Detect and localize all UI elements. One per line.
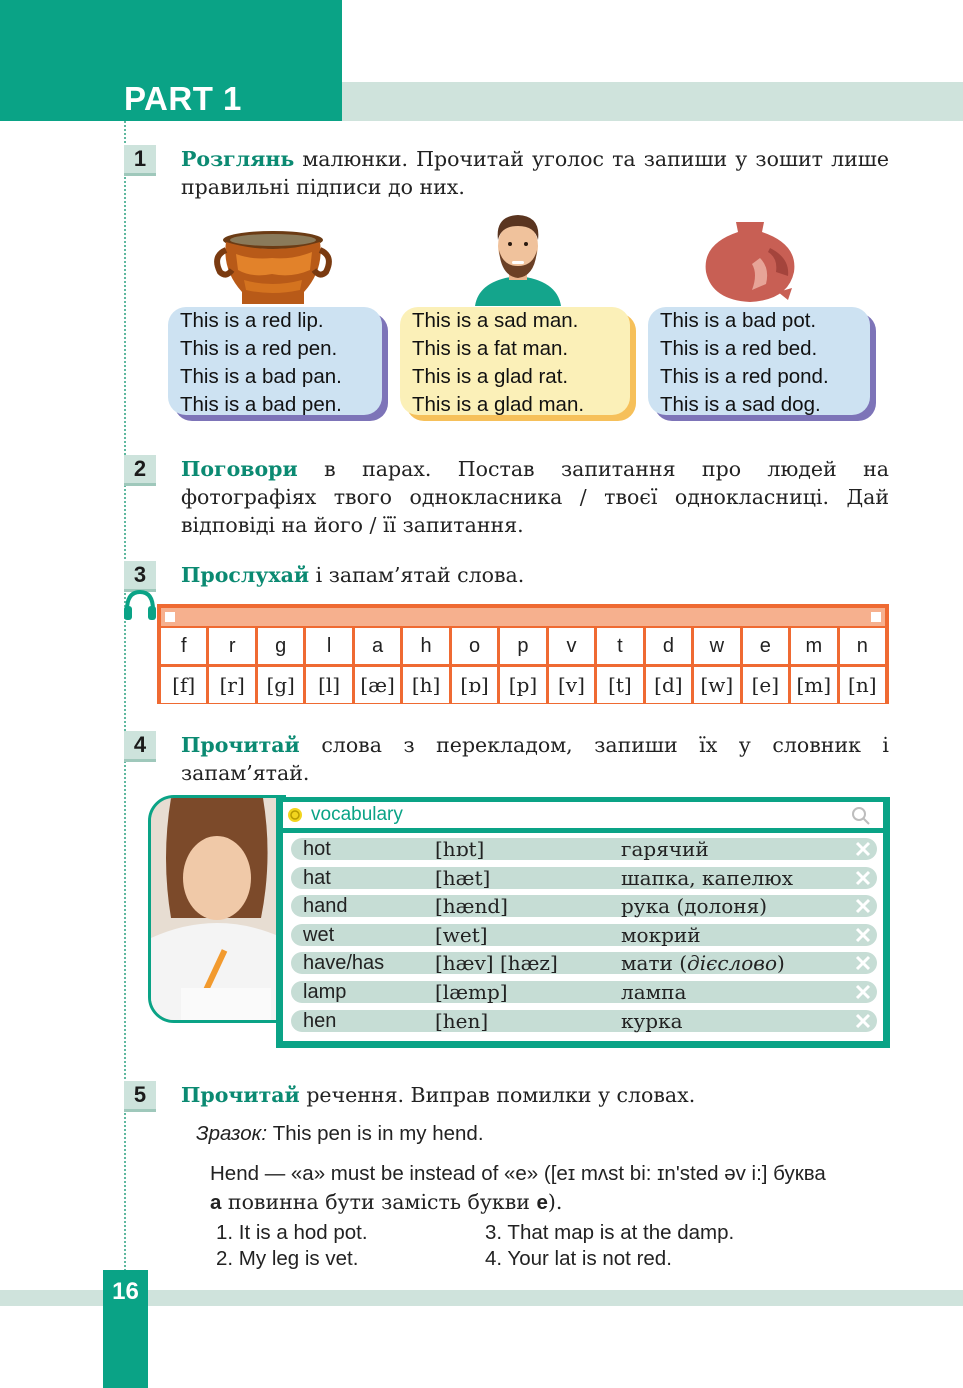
letter-cell: g [258, 628, 303, 664]
task-number-3: 3 [124, 561, 156, 589]
task5-verb: Прочитай [181, 1083, 300, 1107]
letter-cell: d [646, 628, 691, 664]
vocab-translation: курка [621, 1008, 683, 1033]
close-icon[interactable] [853, 1011, 873, 1031]
letter-cell: p [500, 628, 545, 664]
task2-text: в парах. Постав запитання про людей на фотографіях твого однокласника / твоєї однокласниці. Дай відповіді на його / її запитання. [181, 457, 889, 537]
sound-cell: [r] [209, 667, 254, 703]
vocab-word: hot [303, 838, 331, 860]
sound-cell: [t] [597, 667, 642, 703]
letter-cell: f [161, 628, 206, 664]
caption-bubble-pot [168, 307, 382, 415]
vocab-translation: мати (дієслово) [621, 951, 785, 976]
letter-cell: n [840, 628, 885, 664]
vocab-translation: шапка, капелюх [621, 865, 793, 890]
sound-cell: [g] [258, 667, 303, 703]
example-sentence: This pen is in my hend. [272, 1122, 484, 1145]
task-number-5: 5 [124, 1081, 156, 1109]
vocabulary-row[interactable] [291, 924, 877, 946]
sound-cell: [p] [500, 667, 545, 703]
sound-cell: [l] [306, 667, 351, 703]
vocabulary-row[interactable] [291, 867, 877, 889]
vocab-word: wet [303, 923, 335, 946]
caption-bubble-man [400, 307, 630, 415]
clay-vase-image [700, 218, 800, 306]
letter-sound-table [157, 604, 889, 704]
task4-instruction [181, 731, 889, 787]
sound-cell: [h] [403, 667, 448, 703]
headphones-icon[interactable] [122, 588, 158, 622]
vocabulary-search-bar[interactable] [283, 802, 883, 828]
girl-writing-image [151, 798, 283, 1020]
task-number-4: 4 [124, 731, 156, 759]
letter-cell: l [306, 628, 351, 664]
vocabulary-title: vocabulary [311, 804, 403, 825]
letter-cell: e [743, 628, 788, 664]
task3-verb: Прослухай [181, 563, 310, 587]
sound-cell: [n] [840, 667, 885, 703]
sound-cell: [ɒ] [452, 667, 497, 703]
task-number-1: 1 [124, 145, 156, 173]
sentence-2: 2. My leg is vet. [216, 1247, 359, 1270]
task1-instruction [181, 145, 889, 201]
caption-line: This is a red lip. [180, 309, 324, 332]
close-icon[interactable] [853, 953, 873, 973]
vocab-translation: лампа [621, 980, 687, 1004]
vocabulary-row[interactable] [291, 838, 877, 860]
task2-verb: Поговори [181, 457, 298, 481]
vocabulary-row[interactable] [291, 1010, 877, 1032]
explanation-block [210, 1160, 890, 1217]
girl-writing-photo [148, 795, 286, 1023]
letter-cell: r [209, 628, 254, 664]
task1-text: малюнки. Прочитай уголос та запиши у зошит лише правильні підписи до них. [181, 147, 889, 199]
caption-line: This is a glad man. [412, 393, 585, 416]
vocabulary-list [283, 833, 883, 1041]
vocab-translation: мокрий [621, 922, 701, 947]
caption-line: This is a sad man. [412, 309, 579, 332]
task3-instruction [181, 561, 889, 589]
letter-cell: t [597, 628, 642, 664]
explanation-line-2: a повинна бути замість букви e). [210, 1190, 563, 1214]
bullet-circle-icon [287, 807, 303, 823]
vocab-translation: рука (долоня) [621, 894, 768, 919]
caption-line: This is a bad pan. [180, 365, 342, 388]
vocab-transcription: [hæt] [435, 865, 491, 890]
sentence-1: 1. It is a hod pot. [216, 1221, 368, 1244]
task2-instruction [181, 455, 889, 539]
close-icon[interactable] [853, 839, 873, 859]
sound-cell: [d] [646, 667, 691, 703]
vocab-transcription: [læmp] [435, 980, 508, 1004]
letter-cell: m [791, 628, 836, 664]
vocabulary-panel [276, 797, 890, 1048]
vocab-word: hat [303, 866, 331, 889]
bronze-pot-image [212, 230, 334, 306]
letter-cell: w [694, 628, 739, 664]
sound-cell: [m] [791, 667, 836, 703]
vocab-transcription: [hænd] [435, 894, 508, 919]
vocabulary-row[interactable] [291, 895, 877, 917]
close-icon[interactable] [853, 925, 873, 945]
vocab-transcription: [hæv] [hæz] [435, 951, 558, 976]
caption-line: This is a bad pot. [660, 309, 817, 332]
page-number: 16 [112, 1278, 139, 1305]
caption-line: This is a fat man. [412, 337, 569, 360]
task4-text: слова з перекладом, запиши їх у словник і запам’ятай. [181, 733, 889, 785]
vocab-transcription: [wet] [435, 922, 488, 947]
caption-line: This is a glad rat. [412, 365, 569, 388]
letter-cell: o [452, 628, 497, 664]
sound-cell: [f] [161, 667, 206, 703]
caption-line: This is a red pond. [660, 365, 829, 388]
vocabulary-row[interactable] [291, 981, 877, 1003]
close-icon[interactable] [853, 896, 873, 916]
man-portrait-image [475, 210, 561, 306]
sound-cell: [e] [743, 667, 788, 703]
example-line [196, 1122, 484, 1146]
task3-text: і запам’ятай слова. [315, 563, 525, 587]
vocab-transcription: [hen] [435, 1008, 489, 1033]
letter-cell: a [355, 628, 400, 664]
sound-cell: [æ] [355, 667, 400, 703]
letter-cell: v [549, 628, 594, 664]
sound-cell: [w] [694, 667, 739, 703]
sound-cell: [v] [549, 667, 594, 703]
task5-text: речення. Виправ помилки у словах. [306, 1083, 696, 1107]
vocab-word: hand [303, 895, 348, 918]
task-number-2: 2 [124, 455, 156, 483]
close-icon[interactable] [853, 982, 873, 1002]
caption-line: This is a bad pen. [180, 393, 342, 416]
caption-line: This is a sad dog. [660, 393, 821, 416]
letter-sound-grid [161, 628, 885, 700]
search-icon[interactable] [851, 806, 871, 826]
header-strip [342, 82, 963, 121]
task5-instruction [181, 1081, 889, 1109]
vocab-word: lamp [303, 981, 347, 1003]
caption-bubble-vase [648, 307, 870, 415]
sentence-4: 4. Your lat is not red. [485, 1247, 672, 1270]
sentence-3: 3. That map is at the damp. [485, 1221, 735, 1244]
vocab-word: hen [303, 1009, 337, 1032]
vocab-word: have/has [303, 952, 385, 975]
caption-line: This is a red pen. [180, 337, 338, 360]
vocabulary-row[interactable] [291, 952, 877, 974]
vocab-transcription: [hɒt] [435, 837, 485, 861]
page-title: PART 1 [124, 80, 242, 117]
table-top-bar [161, 608, 885, 626]
explanation-line-1: Hend — «a» must be instead of «e» ([eɪ mʌst bi: ɪn'sted əv i:] буква [210, 1162, 826, 1185]
letter-cell: h [403, 628, 448, 664]
task4-verb: Прочитай [181, 733, 300, 757]
task1-verb: Розглянь [181, 147, 295, 171]
example-label: Зразок: [196, 1122, 268, 1145]
close-icon[interactable] [853, 868, 873, 888]
caption-line: This is a red bed. [660, 337, 818, 360]
vocab-translation: гарячий [621, 837, 709, 861]
